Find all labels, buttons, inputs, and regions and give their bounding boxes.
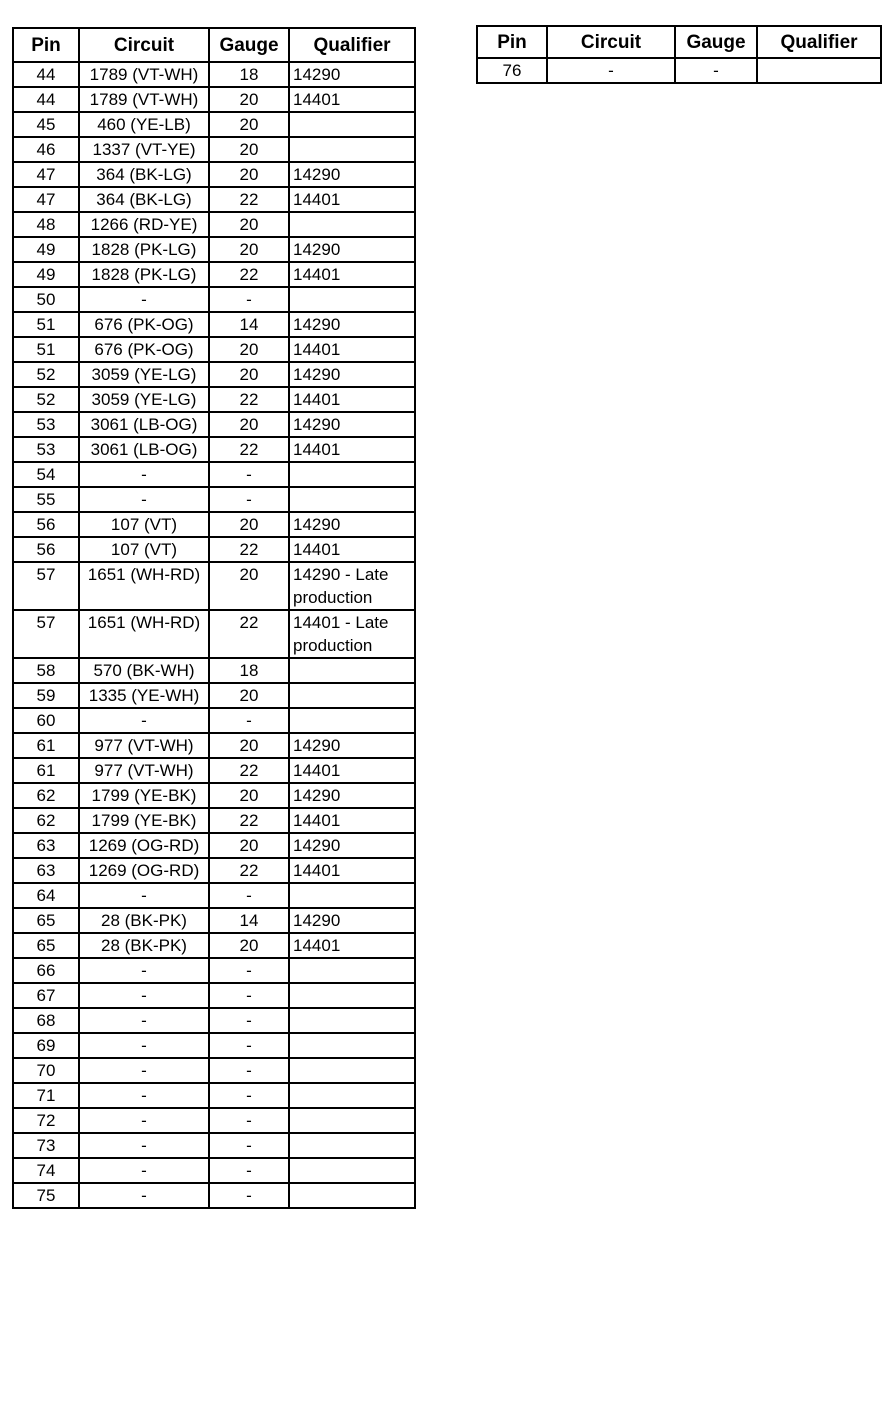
qualifier-cell xyxy=(757,58,881,83)
circuit-cell: 107 (VT) xyxy=(79,512,209,537)
pin-cell: 76 xyxy=(477,58,547,83)
gauge-cell: 22 xyxy=(209,858,289,883)
qualifier-cell xyxy=(289,1183,415,1208)
pin-cell: 74 xyxy=(13,1158,79,1183)
qualifier-cell xyxy=(289,683,415,708)
gauge-cell: 20 xyxy=(209,733,289,758)
table-row xyxy=(13,487,415,512)
gauge-cell: 20 xyxy=(209,512,289,537)
qualifier-cell xyxy=(289,658,415,683)
pin-table-right xyxy=(476,25,882,84)
gauge-cell: 22 xyxy=(209,758,289,783)
gauge-header: Gauge xyxy=(209,28,289,62)
pin-cell: 62 xyxy=(13,808,79,833)
gauge-cell: 22 xyxy=(209,437,289,462)
table-header-row xyxy=(13,28,415,62)
qualifier-cell xyxy=(289,1108,415,1133)
pin-cell: 47 xyxy=(13,162,79,187)
circuit-cell: 1269 (OG-RD) xyxy=(79,833,209,858)
qualifier-cell: 14401 - Late production xyxy=(289,610,415,658)
circuit-cell: 1266 (RD-YE) xyxy=(79,212,209,237)
circuit-cell: - xyxy=(79,1158,209,1183)
qualifier-cell: 14401 xyxy=(289,437,415,462)
table-row xyxy=(13,1183,415,1208)
gauge-cell: 20 xyxy=(209,362,289,387)
pin-cell: 60 xyxy=(13,708,79,733)
pin-cell: 57 xyxy=(13,562,79,610)
gauge-cell: - xyxy=(209,1108,289,1133)
qualifier-cell: 14290 xyxy=(289,733,415,758)
circuit-cell: 1799 (YE-BK) xyxy=(79,808,209,833)
pin-cell: 53 xyxy=(13,412,79,437)
pin-cell: 71 xyxy=(13,1083,79,1108)
circuit-cell: 1789 (VT-WH) xyxy=(79,62,209,87)
pin-cell: 53 xyxy=(13,437,79,462)
qualifier-cell: 14401 xyxy=(289,808,415,833)
gauge-cell: 20 xyxy=(209,237,289,262)
qualifier-cell: 14401 xyxy=(289,87,415,112)
qualifier-cell: 14401 xyxy=(289,933,415,958)
table-row xyxy=(13,412,415,437)
gauge-cell: 22 xyxy=(209,387,289,412)
circuit-cell: 364 (BK-LG) xyxy=(79,162,209,187)
circuit-cell: 107 (VT) xyxy=(79,537,209,562)
qualifier-cell: 14290 xyxy=(289,237,415,262)
table-row xyxy=(13,933,415,958)
gauge-header: Gauge xyxy=(675,26,757,58)
circuit-cell: 676 (PK-OG) xyxy=(79,312,209,337)
circuit-cell: 364 (BK-LG) xyxy=(79,187,209,212)
table-row xyxy=(13,437,415,462)
qualifier-cell xyxy=(289,708,415,733)
gauge-cell: - xyxy=(209,462,289,487)
qualifier-cell: 14401 xyxy=(289,262,415,287)
circuit-cell: - xyxy=(79,462,209,487)
pin-cell: 44 xyxy=(13,62,79,87)
gauge-cell: 20 xyxy=(209,162,289,187)
table-header-row xyxy=(477,26,881,58)
table-row xyxy=(13,337,415,362)
gauge-cell: - xyxy=(209,983,289,1008)
table-row xyxy=(13,1033,415,1058)
circuit-cell: 676 (PK-OG) xyxy=(79,337,209,362)
pin-cell: 64 xyxy=(13,883,79,908)
circuit-cell: - xyxy=(79,708,209,733)
circuit-cell: 1335 (YE-WH) xyxy=(79,683,209,708)
circuit-cell: - xyxy=(79,1033,209,1058)
gauge-cell: 20 xyxy=(209,412,289,437)
circuit-cell: 460 (YE-LB) xyxy=(79,112,209,137)
table-row xyxy=(13,262,415,287)
qualifier-cell: 14290 xyxy=(289,162,415,187)
pin-header: Pin xyxy=(477,26,547,58)
gauge-cell: - xyxy=(209,708,289,733)
gauge-cell: 18 xyxy=(209,62,289,87)
circuit-cell: 1337 (VT-YE) xyxy=(79,137,209,162)
qualifier-cell: 14401 xyxy=(289,537,415,562)
pin-cell: 56 xyxy=(13,537,79,562)
table-row xyxy=(13,387,415,412)
table-row xyxy=(13,983,415,1008)
table-row xyxy=(13,537,415,562)
gauge-cell: - xyxy=(209,1158,289,1183)
pin-cell: 54 xyxy=(13,462,79,487)
pin-cell: 56 xyxy=(13,512,79,537)
circuit-cell: 1269 (OG-RD) xyxy=(79,858,209,883)
circuit-header: Circuit xyxy=(547,26,675,58)
circuit-cell: 28 (BK-PK) xyxy=(79,933,209,958)
gauge-cell: 14 xyxy=(209,312,289,337)
circuit-cell: - xyxy=(79,958,209,983)
pin-cell: 49 xyxy=(13,262,79,287)
pin-cell: 63 xyxy=(13,858,79,883)
gauge-cell: 22 xyxy=(209,187,289,212)
table-row xyxy=(13,958,415,983)
gauge-cell: - xyxy=(209,958,289,983)
circuit-cell: 977 (VT-WH) xyxy=(79,733,209,758)
qualifier-cell: 14290 xyxy=(289,362,415,387)
table-row xyxy=(13,808,415,833)
pin-table-body xyxy=(477,58,881,83)
table-row xyxy=(13,683,415,708)
circuit-cell: 3061 (LB-OG) xyxy=(79,412,209,437)
qualifier-cell: 14290 xyxy=(289,412,415,437)
pin-cell: 52 xyxy=(13,362,79,387)
pin-cell: 57 xyxy=(13,610,79,658)
gauge-cell: - xyxy=(209,1133,289,1158)
pin-table-body xyxy=(13,62,415,1208)
circuit-cell: - xyxy=(79,983,209,1008)
qualifier-cell: 14290 xyxy=(289,512,415,537)
qualifier-cell: 14401 xyxy=(289,758,415,783)
table-row xyxy=(13,610,415,658)
pin-table-left xyxy=(12,27,416,1209)
qualifier-cell xyxy=(289,883,415,908)
qualifier-cell: 14290 xyxy=(289,312,415,337)
qualifier-cell xyxy=(289,983,415,1008)
pin-cell: 59 xyxy=(13,683,79,708)
table-row xyxy=(13,212,415,237)
qualifier-cell xyxy=(289,1008,415,1033)
table-row xyxy=(13,1008,415,1033)
circuit-cell: 1828 (PK-LG) xyxy=(79,262,209,287)
pin-cell: 75 xyxy=(13,1183,79,1208)
gauge-cell: - xyxy=(209,1083,289,1108)
table-row xyxy=(13,1083,415,1108)
circuit-cell: - xyxy=(79,1133,209,1158)
pin-cell: 58 xyxy=(13,658,79,683)
gauge-cell: 20 xyxy=(209,112,289,137)
gauge-cell: 20 xyxy=(209,137,289,162)
circuit-cell: 1799 (YE-BK) xyxy=(79,783,209,808)
gauge-cell: - xyxy=(209,883,289,908)
table-row xyxy=(13,1058,415,1083)
gauge-cell: - xyxy=(209,1033,289,1058)
qualifier-cell: 14401 xyxy=(289,387,415,412)
table-row xyxy=(13,162,415,187)
table-row xyxy=(13,1158,415,1183)
table-row xyxy=(13,562,415,610)
qualifier-cell xyxy=(289,137,415,162)
qualifier-cell xyxy=(289,1058,415,1083)
pin-cell: 72 xyxy=(13,1108,79,1133)
circuit-cell: 3059 (YE-LG) xyxy=(79,362,209,387)
qualifier-cell: 14290 xyxy=(289,783,415,808)
qualifier-cell: 14290 xyxy=(289,908,415,933)
pin-cell: 46 xyxy=(13,137,79,162)
table-row xyxy=(13,858,415,883)
table-row xyxy=(13,658,415,683)
pin-cell: 48 xyxy=(13,212,79,237)
gauge-cell: 22 xyxy=(209,262,289,287)
gauge-cell: 22 xyxy=(209,610,289,658)
circuit-cell: - xyxy=(547,58,675,83)
table-row xyxy=(13,287,415,312)
circuit-cell: - xyxy=(79,1008,209,1033)
circuit-cell: 570 (BK-WH) xyxy=(79,658,209,683)
qualifier-cell xyxy=(289,1158,415,1183)
table-row xyxy=(13,512,415,537)
pin-cell: 62 xyxy=(13,783,79,808)
table-row xyxy=(13,62,415,87)
circuit-cell: 1828 (PK-LG) xyxy=(79,237,209,262)
circuit-cell: 1789 (VT-WH) xyxy=(79,87,209,112)
gauge-cell: - xyxy=(209,287,289,312)
qualifier-cell: 14290 xyxy=(289,62,415,87)
circuit-cell: 1651 (WH-RD) xyxy=(79,610,209,658)
gauge-cell: - xyxy=(675,58,757,83)
pin-cell: 55 xyxy=(13,487,79,512)
pin-cell: 45 xyxy=(13,112,79,137)
circuit-cell: - xyxy=(79,883,209,908)
circuit-cell: - xyxy=(79,287,209,312)
pin-cell: 51 xyxy=(13,312,79,337)
table-row xyxy=(13,87,415,112)
table-row xyxy=(13,833,415,858)
pin-cell: 61 xyxy=(13,733,79,758)
circuit-header: Circuit xyxy=(79,28,209,62)
qualifier-cell: 14290 xyxy=(289,833,415,858)
table-row xyxy=(13,237,415,262)
circuit-cell: - xyxy=(79,487,209,512)
table-row xyxy=(13,312,415,337)
pin-cell: 65 xyxy=(13,933,79,958)
qualifier-cell: 14401 xyxy=(289,337,415,362)
table-row xyxy=(13,908,415,933)
qualifier-cell xyxy=(289,487,415,512)
table-row xyxy=(13,733,415,758)
qualifier-cell xyxy=(289,462,415,487)
qualifier-cell: 14401 xyxy=(289,858,415,883)
pin-cell: 61 xyxy=(13,758,79,783)
circuit-cell: 3061 (LB-OG) xyxy=(79,437,209,462)
pin-cell: 73 xyxy=(13,1133,79,1158)
circuit-cell: 977 (VT-WH) xyxy=(79,758,209,783)
table-row xyxy=(13,883,415,908)
qualifier-cell xyxy=(289,287,415,312)
gauge-cell: 20 xyxy=(209,833,289,858)
circuit-cell: 28 (BK-PK) xyxy=(79,908,209,933)
qualifier-header: Qualifier xyxy=(757,26,881,58)
circuit-cell: - xyxy=(79,1108,209,1133)
qualifier-cell xyxy=(289,958,415,983)
pin-cell: 65 xyxy=(13,908,79,933)
pin-cell: 66 xyxy=(13,958,79,983)
gauge-cell: 20 xyxy=(209,337,289,362)
pin-cell: 47 xyxy=(13,187,79,212)
gauge-cell: 20 xyxy=(209,212,289,237)
qualifier-cell: 14290 - Late production xyxy=(289,562,415,610)
circuit-cell: - xyxy=(79,1183,209,1208)
gauge-cell: 20 xyxy=(209,87,289,112)
gauge-cell: 20 xyxy=(209,683,289,708)
pin-header: Pin xyxy=(13,28,79,62)
gauge-cell: - xyxy=(209,487,289,512)
gauge-cell: - xyxy=(209,1183,289,1208)
circuit-cell: - xyxy=(79,1083,209,1108)
gauge-cell: 18 xyxy=(209,658,289,683)
pin-cell: 51 xyxy=(13,337,79,362)
gauge-cell: - xyxy=(209,1008,289,1033)
pin-cell: 63 xyxy=(13,833,79,858)
gauge-cell: 22 xyxy=(209,808,289,833)
pin-cell: 70 xyxy=(13,1058,79,1083)
table-row xyxy=(13,1108,415,1133)
gauge-cell: 20 xyxy=(209,933,289,958)
table-row xyxy=(13,187,415,212)
pin-cell: 69 xyxy=(13,1033,79,1058)
gauge-cell: 20 xyxy=(209,783,289,808)
table-row xyxy=(13,362,415,387)
gauge-cell: - xyxy=(209,1058,289,1083)
table-row xyxy=(13,708,415,733)
circuit-cell: 3059 (YE-LG) xyxy=(79,387,209,412)
qualifier-cell xyxy=(289,1033,415,1058)
pin-cell: 52 xyxy=(13,387,79,412)
pin-cell: 44 xyxy=(13,87,79,112)
circuit-cell: - xyxy=(79,1058,209,1083)
qualifier-cell xyxy=(289,1133,415,1158)
pin-cell: 50 xyxy=(13,287,79,312)
pin-cell: 49 xyxy=(13,237,79,262)
table-row xyxy=(13,758,415,783)
table-row xyxy=(13,137,415,162)
gauge-cell: 14 xyxy=(209,908,289,933)
table-row xyxy=(13,112,415,137)
qualifier-cell xyxy=(289,212,415,237)
qualifier-cell xyxy=(289,112,415,137)
table-row xyxy=(13,1133,415,1158)
gauge-cell: 22 xyxy=(209,537,289,562)
qualifier-header: Qualifier xyxy=(289,28,415,62)
circuit-cell: 1651 (WH-RD) xyxy=(79,562,209,610)
qualifier-cell xyxy=(289,1083,415,1108)
gauge-cell: 20 xyxy=(209,562,289,610)
table-row xyxy=(477,58,881,83)
table-row xyxy=(13,462,415,487)
pin-cell: 67 xyxy=(13,983,79,1008)
qualifier-cell: 14401 xyxy=(289,187,415,212)
table-row xyxy=(13,783,415,808)
pin-cell: 68 xyxy=(13,1008,79,1033)
